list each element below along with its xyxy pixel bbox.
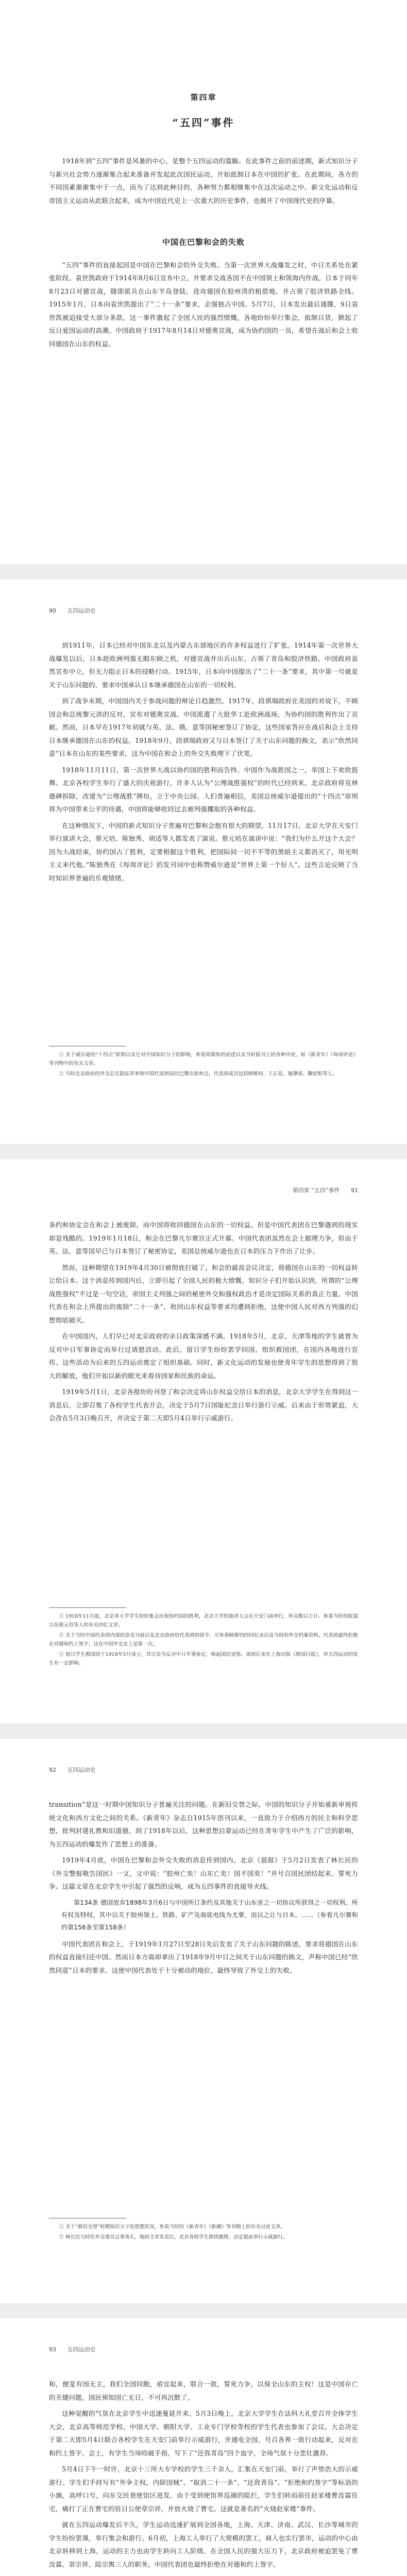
paragraph: 就在五四运动爆发后不久，学生运动迅速扩展到全国各地，上海、天津、济南、武汉、长沙等城市的学生纷纷罢课，举行集会和游行。6月初，上海工人举行了大规模的罢工，商人也实行罢市，运动的中心由北京转移到上海，运动的主力也由学生转向工人阶级。在全国人民的强大压力下，北京政府被迫罢免了曹汝霖、章宗祥、陆宗舆三人的职务，中国代表团也最终拒绝在对德和约上签字。 (49, 2521, 358, 2568)
page-3-body (49, 1218, 358, 1428)
footnotes (49, 1046, 358, 1080)
footnote-rule (49, 1607, 126, 1608)
page-4-body (49, 1798, 358, 1980)
paragraph: transition”是这一时期中国知识分子普遍关注的问题。在新旧交替之际，中国的知识分子开始重新审视传统文化和西方文化之间的关系。《新青年》杂志自1915年创刊以来，一直致力于介绍西方的民主和科学思想，批判封建礼教和旧道德。到了1918年以后，这种思想启蒙运动已经在青年学生中产生了广泛的影响，为五四运动的爆发作了思想上的准备。 (49, 1801, 358, 1848)
page-number: 92 (49, 1767, 56, 1773)
footnotes (49, 2218, 358, 2243)
paragraph: 在这种情况下，中国的新式知识分子普遍对巴黎和会抱有很大的期望。11月17日，北京大学在天安门举行演讲大会，蔡元培、陈独秀、胡适等人都发表了演说。蔡元培在演讲中说：“我们为什么开这个大会？因为大战结束，协约国占了胜利，定要根据这个胜利，把国际间一切不平等的黑暗主义都消灭了，用光明主义来代他。”陈独秀在《每周评论》的发刊词中也称赞威尔逊是“世界上第一个好人”。这些言论反映了当时知识界普遍的乐观情绪。 (49, 821, 358, 882)
paragraph: 1919年5月1日，北京各报纷纷刊登了和会决定将山东权益交给日本的消息，北京大学学生在得到这一消息后，立即召集了各校学生代表开会，决定于5月7日国耻纪念日举行游行示威。后来由于形势紧迫，大会改在5月3日晚召开，并决定于第二天即5月4日举行示威游行。 (49, 1388, 358, 1422)
paragraph: 条约和协定会在和会上被废除，而中国将收回德国在山东的一切权益。但是中国代表团在巴黎遇到的现实却是残酷的。1919年1月18日，和会在巴黎凡尔赛宫正式开幕。中国代表团虽然在会上据理力争，但由于英、法、意等国早已与日本签订了秘密协定，美国总统威尔逊也在日本的压力下作出了让步。 (49, 1221, 358, 1255)
chapter-intro: 1918年到“五四”事件是风暴的中心，是整个五四运动的滥觞。在此事件之前的前述期，新式知识分子与新兴社会势力逐渐集合起来准备并发起此次国民运动，开始抵制日本在中国的扩张。在此期间，各方的不同因素渐渐集中于一点，而为了达到此种目的，各种努力都相继集中在这次运动之中。新文化运动和反帝国主义运动从此联合起来，成为中国近代史上一次重大的历史事件，也揭开了中国现代史的序幕。 (49, 157, 358, 205)
paragraph: 和，便是有国无主。我们全国同胞，亟宜起来，联合一致，誓死力争，以保全山东的主权！这是中国存亡的关键问题，国民须知国亡无日，不可再沉默了。 (49, 2380, 358, 2401)
page-1 (0, 0, 407, 564)
page-number: 93 (49, 2346, 56, 2353)
footnote: ② 林长民当时任外交委员会事务长，他的文章发表后，北京各校学生群情激愤，决定提前举行示威游行。 (59, 2234, 288, 2240)
paragraph: 这种觉醒的气氛在北京学生中迅速蔓延开来。5月3日晚上，北京大学学生在法科大礼堂召开全体学生大会，北京高等师范学校、中国大学、朝阳大学、工业专门学校等校的学生代表也参加了会议。大会决定于第二天即5月4日联合各校学生在天安门前举行示威游行，并通电全国，号召各界一致行动起来，反对在和约上签字。会上，有学生当场咬破手指，写下了“还我青岛”四个血字，全场气氛十分悲壮激昂。 (49, 2410, 358, 2457)
page-1-body (49, 155, 358, 353)
page-separator (0, 1723, 407, 1739)
running-head-title: 五四运动史 (67, 607, 96, 614)
paragraph: 然而，这种期望在1919年4月30日被彻底打破了。和会的最高会议决定，将德国在山东的一切权益转让给日本。这个消息传到国内后，立即引起了全国人民的极大愤慨。知识分子们开始认识到，所谓的“公理战胜强权”不过是一句空话，帝国主义列强之间的秘密外交和强权政治才是决定国际关系的真正力量。中国代表在和会上所提出的废除“二十一条”、收回山东权益等要求均遭到拒绝，这使中国人民对西方列强的幻想彻底破灭。 (49, 1263, 358, 1324)
page-4 (0, 1739, 407, 2303)
running-head-title: 第四章 “五四”事件 (292, 1187, 340, 1194)
footnotes (49, 1607, 358, 1669)
page-number: 91 (351, 1187, 358, 1194)
running-head (49, 1766, 96, 1774)
page-3 (0, 1159, 407, 1723)
footnote: ① 关于“新旧交替”时期知识分子的思想状况，参看当时的《新青年》《新潮》等刊物上的有关讨论文章。 (59, 2224, 285, 2230)
page-separator (0, 1144, 407, 1159)
footnote: ③ 留日学生救国团于1918年5月成立，其宗旨为反对中日军事协定，唤起国民觉悟。该团后来在上海出版《救国日报》，对五四运动的发生有一定影响。 (49, 1652, 358, 1666)
paragraph: 5月4日下午一时许，北京十三所大专学校的学生三千余人，汇集在天安门前，举行了声势浩大的示威游行。学生们手持写有“外争主权，内除国贼”、“取消二十一条”、“还我青岛”、“拒绝和约签字”等标语的小旗，高呼口号，向东交民巷使馆区进发。由于受到使馆界巡捕的阻拦，学生们转而前往赵家楼曹汝霖住宅，痛打了正在曹宅的驻日公使章宗祥，并放火烧了曹宅。这就是著名的“火烧赵家楼”事件。 (49, 2465, 358, 2513)
treaty-quote: 第134条 德国放弃1898年3月6日与中国所订条约及其他关于山东省之一切协议所获得之一切权利、所有权及特权，其中以关于胶州领土、铁路、矿产及海底电线为尤要，而以之让与日本。……（参看凡尔赛和约第156条至第158条） (61, 1899, 358, 1931)
footnote: ② 当时北京政府的外交总长陆征祥率领中国代表团前往巴黎出席和会，代表团成员包括顾维钧、王正廷、施肇基、魏宸组等人。 (59, 1071, 337, 1077)
paragraph: “五四”事件的直接起因是中国在巴黎和会的外交失败。当第一次世界大战爆发之时，中日关系处在紧张阶段。袁世凯政府于1914年8月6日宣布中立，并要求交战各国不在中国领土和领海内作战。日本于同年8月23日对德宣战，随即派兵在山东半岛登陆，进攻德国在胶州湾的租借地，并占领了胶济铁路全线。1915年1月，日本向袁世凯提出了“二十一条”要求，企图独占中国。5月7日，日本发出最后通牒，9日袁世凯被迫接受大部分条款。这一事件激起了全国人民的强烈愤慨，各地纷纷举行集会，抵制日货，掀起了反日爱国运动的高潮。中国政府于1917年8月14日对德奥宣战，成为协约国的一员，希望在战后和会上收回德国在山东的权益。 (49, 261, 358, 348)
footnote: ① 1918年11月底，北京各大学学生纷纷集会庆祝协约国的胜利，北京大学的演讲大会在天安门前举行，听众数以万计。参看当时的报道以及蔡元培等人的有关回忆文章。 (49, 1614, 358, 1628)
running-head-title: 五四运动史 (67, 2346, 96, 2353)
running-head (49, 2345, 96, 2353)
footnote: ① 关于威尔逊的“十四点”原则以及它对中国知识分子的影响，参看周策纵的论述以及当时报刊上的各种评论，如《新青年》《每周评论》等刊物中的有关文章。 (49, 1052, 358, 1066)
paragraph: 到1911年，日本已经对中国东北以及内蒙古东部地区的许多权益进行了扩张。1914年第一次世界大战爆发以后，日本趁欧洲列强无暇东顾之机，对德宣战并出兵山东，占领了青岛和胶济铁路。中国政府虽然宣布中立，但无力阻止日本的侵略行动。1915年，日本向中国提出了“二十一条”要求，其中第一号就是关于山东问题的，要求中国承认日本继承德国在山东的一切权利。 (49, 641, 358, 689)
page-number: 90 (49, 607, 56, 614)
paragraph: 1919年4月底，中国在巴黎和会外交失败的消息传到国内。北京《晨报》于5月2日发表了林长民的《外交警报敬告国民》一文，文中说：“胶州亡矣！山东亡矣！国不国矣！”并号召国民团结起来，誓死力争。这篇文章在北京学生中引起了强烈的反响，成为五四事件的直接导火线。 (49, 1856, 358, 1890)
paragraph: 中国代表团在和会上，于1919年1月27日至28日先后发表了关于山东问题的陈述，要求将德国在山东的权益直接归还中国。然而日本方面却拿出了1918年9月中日之间关于山东问题的换文，声称中国已经“欣然同意”日本的要求。这使中国代表处于十分被动的地位，最终导致了外交上的失败。 (49, 1940, 358, 1974)
running-head (293, 1186, 358, 1194)
chapter-title: “五四”事件 (172, 116, 235, 129)
footnote: ② 关于当时中国代表团内部的意见分歧以及北京政府给代表团的训令，可参看顾维钧的回忆录以及当时的外交档案资料。代表团最终拒绝在对德和约上签字，这在中国外交史上是第一次。 (49, 1633, 358, 1647)
paragraph: 在中国国内，人们早已对北京政府的亲日政策深感不满。1918年5月，北京、天津等地的学生就曾为反对中日军事协定而举行过请愿活动。此后，留日学生纷纷罢学回国，组织救国团，在国内各地进行宣传。这些活动为后来的五四运动奠定了组织基础。同时，新文化运动的发展也使青年学生的思想得到了很大的解放，他们开始以新的眼光来看待国家和民族的命运。 (49, 1332, 358, 1380)
page-5 (0, 2318, 407, 2576)
paragraph: 到了战争末期，中国国内关于参战问题的辩论日趋激烈。1917年，段祺瑞政府在美国的劝说下，不顾国会和总统黎元洪的反对，宣布对德奥宣战。中国派遣了大批华工赴欧洲战场，为协约国的胜利作出了贡献。然而，日本早在1917年初就与英、法、俄、意等国秘密签订了协定，这些国家答应在战后和会上支持日本继承德国在山东的权益。1918年9月，段祺瑞政府又与日本签订了关于山东问题的换文，表示“欣然同意”日本在山东的某些要求，这为中国在和会上的外交失败埋下了伏笔。 (49, 697, 358, 757)
page-separator (0, 2303, 407, 2318)
paragraph: 1918年11月11日，第一次世界大战以协约国的胜利而告终。中国作为战胜国之一，举国上下欢欣鼓舞。北京各校学生举行了盛大的庆祝游行，许多人认为“公理战胜强权”的时代已经到来。北京政府将克林德碑拆除，改建为“公理战胜”牌坊，立于中央公园。人们普遍相信，美国总统威尔逊提出的“十四点”原则将为中国带来公平的待遇，中国将能够收回过去被列强攫取的各种权益。 (49, 766, 358, 813)
page-separator (0, 564, 407, 580)
page-2 (0, 580, 407, 1144)
page-2-body (49, 639, 358, 888)
section-title: 中国在巴黎和会的失败 (162, 238, 245, 247)
page-5-body (49, 2378, 358, 2574)
running-head (49, 606, 96, 615)
chapter-label: 第四章 (190, 93, 217, 102)
running-head-title: 五四运动史 (67, 1767, 96, 1773)
